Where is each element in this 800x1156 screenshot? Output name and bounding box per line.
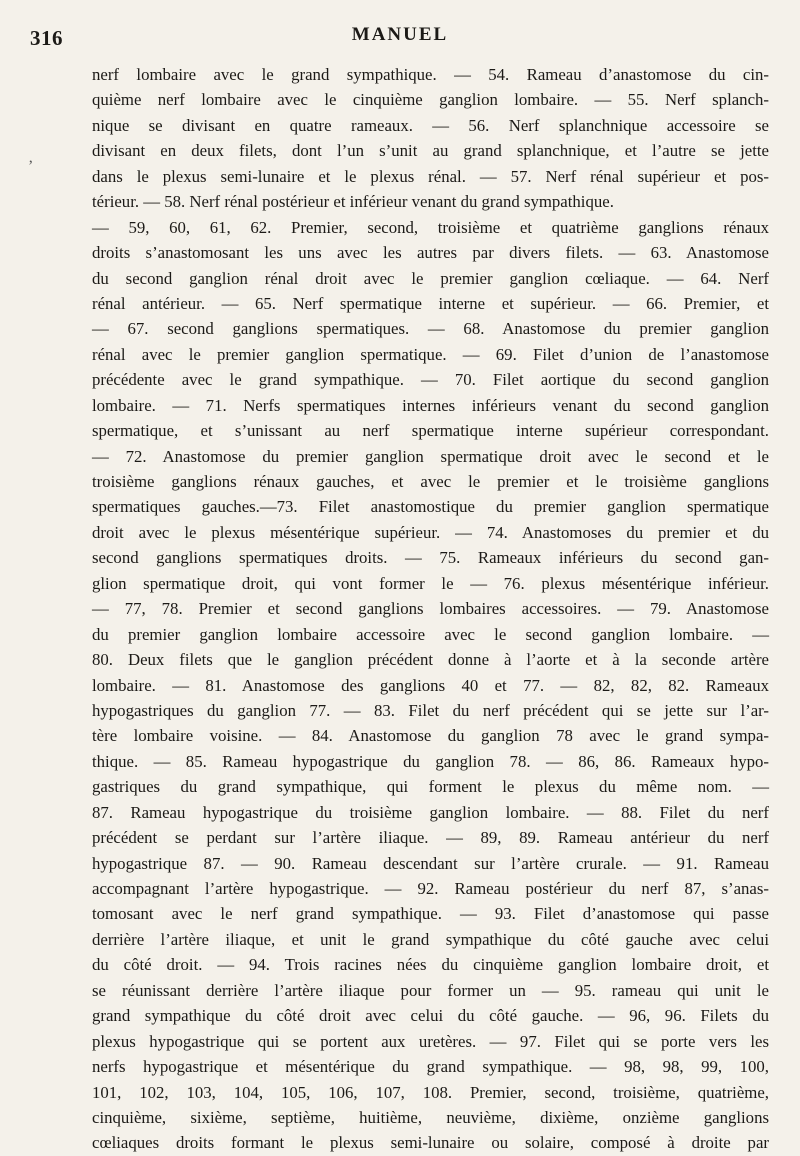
text-line: 101, 102, 103, 104, 105, 106, 107, 108. Premier, second, troisième, quatrième, bbox=[92, 1082, 769, 1102]
text-line: 80. Deux filets que le ganglion précédent donne à l’aorte et à la seconde artère bbox=[92, 650, 769, 670]
text-line: tère lombaire voisine. — 84. Anastomose du ganglion 78 avec le grand sympa- bbox=[92, 726, 769, 746]
text-line: gastriques du grand sympathique, qui forment le plexus du même nom. — bbox=[92, 777, 769, 797]
text-line: précédente avec le grand sympathique. — 70. Filet aortique du second ganglion bbox=[92, 370, 769, 390]
text-line: derrière l’artère iliaque, et unit le grand sympathique du côté gauche avec celui bbox=[92, 929, 769, 949]
text-line: nerf lombaire avec le grand sympathique. — 54. Rameau d’anastomose du cin- bbox=[92, 65, 769, 84]
text-line: glion spermatique droit, qui vont former le — 76. plexus mésentérique inférieur. bbox=[92, 573, 769, 593]
text-line: spermatiques gauches.—73. Filet anastomostique du premier ganglion spermatique bbox=[92, 497, 769, 517]
text-line: — 67. second ganglions spermatiques. — 68. Anastomose du premier ganglion bbox=[92, 319, 769, 339]
margin-mark: ’ bbox=[28, 158, 34, 175]
page-header bbox=[30, 22, 770, 52]
text-line: spermatique, et s’unissant au nerf spermatique interne supérieur correspondant. bbox=[92, 421, 769, 441]
text-line: — 77, 78. Premier et second ganglions lombaires accessoires. — 79. Anastomose bbox=[92, 599, 769, 619]
text-line: accompagnant l’artère hypogastrique. — 92. Rameau postérieur du nerf 87, s’anas- bbox=[92, 879, 769, 898]
text-line: 87. Rameau hypogastrique du troisième ganglion lombaire. — 88. Filet du nerf bbox=[92, 802, 769, 822]
text-line: droits s’anastomosant les uns avec les autres par divers filets. — 63. Anastomose bbox=[92, 243, 769, 263]
text-line: — 72. Anastomose du premier ganglion spermatique droit avec le second et le bbox=[92, 446, 769, 466]
text-line: divisant en deux filets, dont l’un s’unit au grand splanchnique, et l’autre se jette bbox=[92, 141, 769, 161]
text-line: lombaire. — 71. Nerfs spermatiques internes inférieurs venant du second ganglion bbox=[92, 395, 769, 415]
text-line: lombaire. — 81. Anastomose des ganglions 40 et 77. — 82, 82, 82. Rameaux bbox=[92, 675, 769, 695]
text-line: — 59, 60, 61, 62. Premier, second, troisième et quatrième ganglions rénaux bbox=[92, 217, 769, 237]
text-line: tomosant avec le nerf grand sympathique. — 93. Filet d’anastomose qui passe bbox=[92, 904, 769, 924]
text-line: cinquième, sixième, septième, huitième, neuvième, dixième, onzième ganglions bbox=[92, 1107, 769, 1127]
text-line: hypogastriques du ganglion 77. — 83. Filet du nerf précédent qui se jette sur l’ar- bbox=[92, 700, 769, 720]
text-line: du second ganglion rénal droit avec le premier ganglion cœliaque. — 64. Nerf bbox=[92, 268, 769, 288]
text-line: du côté droit. — 94. Trois racines nées du cinquième ganglion lombaire droit, et bbox=[92, 955, 769, 975]
text-line: plexus hypogastrique qui se portent aux uretères. — 97. Filet qui se porte vers les bbox=[92, 1031, 769, 1051]
text-line: troisième ganglions rénaux gauches, et avec le premier et le troisième ganglions bbox=[92, 472, 769, 491]
text-line: rénal antérieur. — 65. Nerf spermatique interne et supérieur. — 66. Premier, et bbox=[92, 293, 769, 313]
text-line: du premier ganglion lombaire accessoire avec le second ganglion lombaire. — bbox=[92, 624, 769, 644]
text-line: second ganglions spermatiques droits. — 75. Rameaux inférieurs du second gan- bbox=[92, 548, 769, 568]
text-line: cœliaques droits formant le plexus semi-lunaire ou solaire, composé à droite par bbox=[92, 1133, 769, 1153]
text-line: térieur. — 58. Nerf rénal postérieur et inférieur venant du grand sympathique. bbox=[92, 192, 614, 212]
text-line: grand sympathique du côté droit avec celui du côté gauche. — 96, 96. Filets du bbox=[92, 1006, 769, 1026]
text-line: nerfs hypogastrique et mésentérique du grand sympathique. — 98, 98, 99, 100, bbox=[92, 1057, 769, 1077]
text-line: quième nerf lombaire avec le cinquième ganglion lombaire. — 55. Nerf splanch- bbox=[92, 90, 769, 110]
text-line: dans le plexus semi-lunaire et le plexus rénal. — 57. Nerf rénal supérieur et pos- bbox=[92, 166, 769, 186]
text-line: se réunissant derrière l’artère iliaque pour former un — 95. rameau qui unit le bbox=[92, 980, 769, 1000]
running-title: MANUEL bbox=[351, 24, 449, 45]
text-line: thique. — 85. Rameau hypogastrique du ganglion 78. — 86, 86. Rameaux hypo- bbox=[92, 751, 769, 771]
page-number: 316 bbox=[30, 26, 63, 50]
text-line: droit avec le plexus mésentérique supérieur. — 74. Anastomoses du premier et du bbox=[92, 522, 769, 542]
text-line: hypogastrique 87. — 90. Rameau descendant sur l’artère crurale. — 91. Rameau bbox=[92, 853, 769, 873]
text-line: nique se divisant en quatre rameaux. — 56. Nerf splanchnique accessoire se bbox=[92, 115, 769, 135]
text-line: rénal avec le premier ganglion spermatique. — 69. Filet d’union de l’anastomose bbox=[92, 344, 769, 364]
text-line: précédent se perdant sur l’artère iliaque. — 89, 89. Rameau antérieur du nerf bbox=[92, 828, 769, 848]
body-text bbox=[92, 62, 769, 1156]
